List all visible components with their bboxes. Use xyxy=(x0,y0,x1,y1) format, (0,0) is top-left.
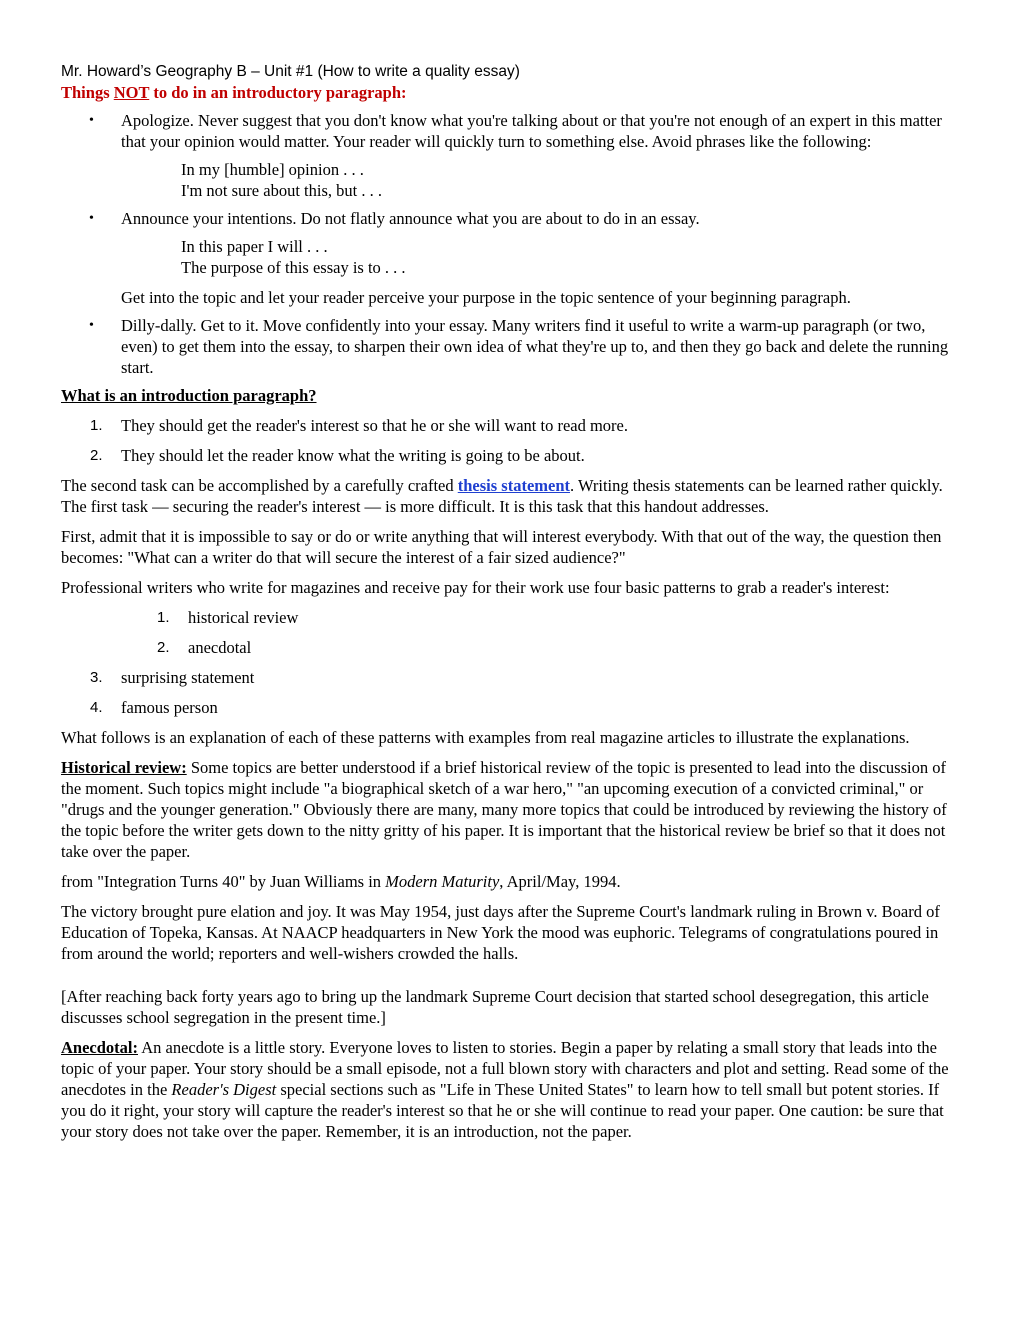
page-header: Mr. Howard’s Geography B – Unit #1 (How to write a quality essay) xyxy=(61,63,520,80)
publication-title: Reader's Digest xyxy=(171,1080,277,1099)
text-span: The second task can be accomplished by a carefully crafted xyxy=(61,476,458,495)
example-line: The purpose of this essay is to . . . xyxy=(181,258,406,277)
list-number: 4. xyxy=(90,699,103,716)
list-item xyxy=(61,415,958,436)
text-span: An anecdote is a little story. Everyone loves to listen to stories. Begin a paper by relating a small story that leads into the topic of your paper. Your story should be a small episode, not a full blown story with characters and plot and setting. Read some of the anecdotes in the xyxy=(61,1038,949,1099)
historical-review-label: Historical review: xyxy=(61,758,187,777)
things-not-heading xyxy=(61,82,958,103)
list-text: They should get the reader's interest so that he or she will want to read more. xyxy=(121,416,628,435)
dilly-dally-text: Dilly-dally. Get to it. Move confidently into your essay. Many writers find it useful to write a warm-up paragraph (or two, even) to get them into the essay, to sharpen their own idea of what they're up to, and then they go back and delete the running start. xyxy=(121,316,949,377)
things-not-list xyxy=(61,110,958,378)
list-number: 1. xyxy=(90,417,103,434)
pattern-item xyxy=(61,697,958,718)
list-item-apologize xyxy=(61,110,958,152)
heading-not: NOT xyxy=(113,83,150,102)
first-admit-paragraph: First, admit that it is impossible to say or do or write anything that will interest everybody. With that out of the way, the question then becomes: "What can a writer do that will secure the interest of a fair sized audience?" xyxy=(61,527,942,567)
historical-review-paragraph xyxy=(61,757,958,862)
example-line: In this paper I will . . . xyxy=(181,237,328,256)
historical-review-text: Some topics are better understood if a brief historical review of the topic is presented to lead into the discussion of the moment. Such topics might include "a biographical sketch of a war hero," "an upcoming execution of a convicted criminal," or "drugs and the younger generation." Obviously there are many, many more topics that could be introduced by reviewing the history of the topic before the writer gets down to the nitty gritty of his paper. It is important that the historical review be brief so that it does not take over the paper. xyxy=(61,758,947,861)
announce-text: Announce your intentions. Do not flatly announce what you are about to do in an essay. xyxy=(121,209,700,228)
pattern-item xyxy=(61,607,958,628)
pattern-item xyxy=(61,637,958,658)
pattern-item xyxy=(61,667,958,688)
text-span: special sections such as "Life in These United States" to learn how to tell small but potent stories. If you do it right, your story will capture the reader's interest so that he or she will continue to read your paper. One caution: be sure that your story does not take over the paper. Remember, it is an introduction, not the paper. xyxy=(61,1080,944,1141)
bullet-icon: • xyxy=(89,211,94,226)
apologize-examples xyxy=(61,159,958,201)
thesis-statement-link[interactable]: thesis statement xyxy=(457,476,571,495)
professional-paragraph: Professional writers who write for magazines and receive pay for their work use four basic patterns to grab a reader's interest: xyxy=(61,578,890,597)
heading-prefix: Things xyxy=(61,83,114,102)
apologize-text: Apologize. Never suggest that you don't know what you're talking about or that you're not enough of an expert in this matter that your opinion would matter. Your reader will quickly turn to something else. Avoid phrases like the following: xyxy=(121,111,942,151)
bullet-icon: • xyxy=(89,113,94,128)
historical-note: [After reaching back forty years ago to bring up the landmark Supreme Court decision that started school desegregation, this article discusses school segregation in the present time.] xyxy=(61,987,929,1027)
announce-examples xyxy=(61,236,958,278)
historical-excerpt: The victory brought pure elation and joy. It was May 1954, just days after the Supreme Court's landmark ruling in Brown v. Board of Education of Topeka, Kansas. At NAACP headquarters in New York the mood was euphoric. Telegrams of congratulations poured in from around the world; reporters and well-wishers crowded the halls. xyxy=(61,902,940,963)
what-follows-paragraph: What follows is an explanation of each of these patterns with examples from real magazine articles to illustrate the explanations. xyxy=(61,728,910,747)
list-text: famous person xyxy=(121,698,218,717)
what-is-heading: What is an introduction paragraph? xyxy=(61,386,317,405)
heading-suffix: to do in an introductory paragraph: xyxy=(149,83,407,102)
list-number: 3. xyxy=(90,669,103,686)
text-span: from "Integration Turns 40" by Juan Williams in xyxy=(61,872,386,891)
list-text: They should let the reader know what the writing is going to be about. xyxy=(121,446,585,465)
list-item-dilly-dally xyxy=(61,315,958,378)
list-text: anecdotal xyxy=(188,638,252,657)
list-number: 1. xyxy=(157,609,170,626)
announce-followup: Get into the topic and let your reader perceive your purpose in the topic sentence of your beginning paragraph. xyxy=(121,288,851,307)
list-item-announce xyxy=(61,208,958,229)
text-span: . Writing thesis statements can be learned rather quickly. The first task — securing the reader's interest — is more difficult. It is this task that this handout addresses. xyxy=(61,476,943,516)
historical-source xyxy=(61,871,958,892)
list-text: surprising statement xyxy=(121,668,255,687)
list-item xyxy=(61,445,958,466)
example-line: I'm not sure about this, but . . . xyxy=(181,181,382,200)
bullet-icon: • xyxy=(89,318,94,333)
list-number: 2. xyxy=(157,639,170,656)
anecdotal-paragraph xyxy=(61,1037,958,1142)
text-span: , April/May, 1994. xyxy=(499,872,621,891)
anecdotal-label: Anecdotal: xyxy=(61,1038,138,1057)
example-line: In my [humble] opinion . . . xyxy=(181,160,364,179)
list-number: 2. xyxy=(90,447,103,464)
list-text: historical review xyxy=(188,608,299,627)
second-task-paragraph xyxy=(61,475,958,517)
publication-title: Modern Maturity xyxy=(385,872,500,891)
